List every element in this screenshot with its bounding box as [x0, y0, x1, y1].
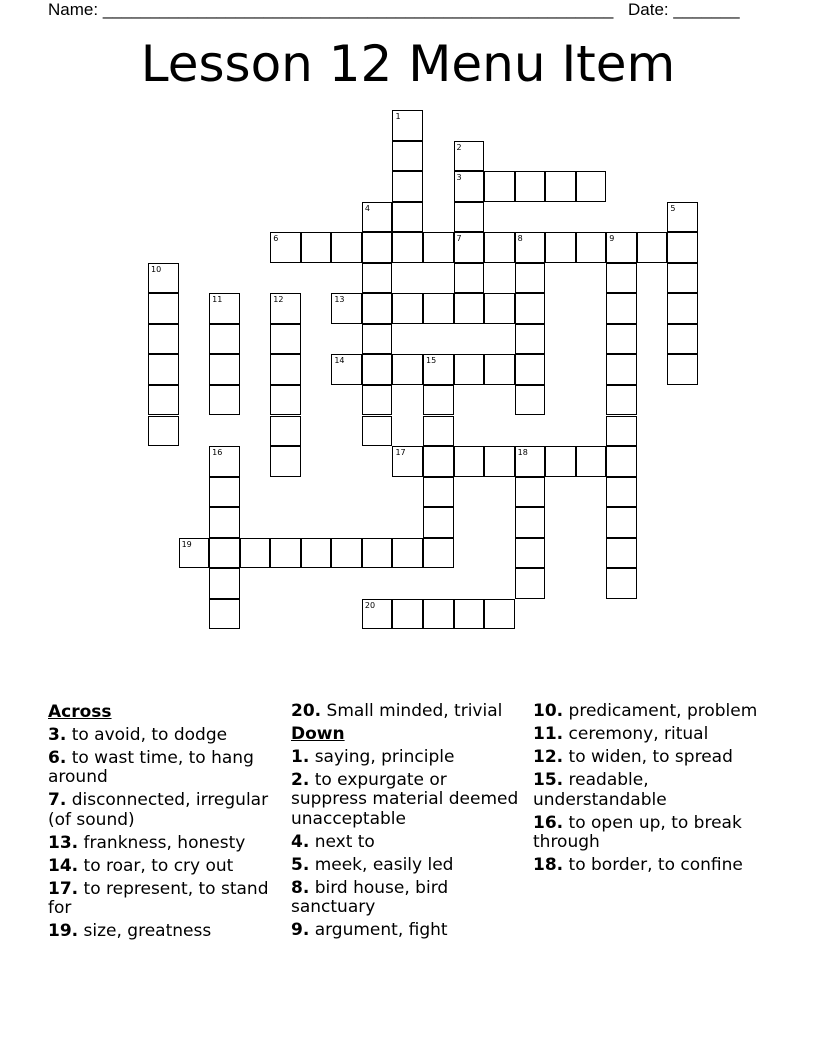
- grid-cell[interactable]: [362, 599, 393, 630]
- name-label: Name:: [48, 0, 99, 19]
- clue-num: 11.: [533, 724, 564, 744]
- clue-number: 12: [273, 295, 284, 305]
- clue-num: 14.: [48, 855, 79, 876]
- clue-num: 3.: [48, 724, 67, 745]
- grid-cell[interactable]: [209, 507, 240, 538]
- grid-cell[interactable]: [392, 110, 423, 141]
- grid-cell[interactable]: [148, 385, 179, 416]
- clue-item: [48, 749, 284, 788]
- grid-cell[interactable]: [392, 293, 423, 324]
- clue-item: [48, 922, 284, 942]
- clue-item: [291, 702, 527, 722]
- clue-text: to open up, to break through: [533, 812, 742, 852]
- clue-num: 8.: [291, 877, 310, 898]
- clue-item: [533, 725, 769, 745]
- grid-cell[interactable]: [270, 324, 301, 355]
- clue-item: [291, 921, 527, 941]
- clue-num: 18.: [533, 855, 564, 875]
- name-line: ______________________________________________________: [102, 0, 614, 19]
- clue-column-3: [533, 702, 769, 879]
- grid-cell[interactable]: [301, 232, 332, 263]
- grid-cell[interactable]: [606, 354, 637, 385]
- clue-number: 18: [517, 448, 528, 458]
- grid-cell[interactable]: [606, 568, 637, 599]
- grid-cell[interactable]: [515, 354, 546, 385]
- grid-cell[interactable]: [515, 568, 546, 599]
- grid-cell[interactable]: [392, 446, 423, 477]
- clue-number: 15: [426, 356, 437, 366]
- clue-text: to wast time, to hang around: [48, 747, 254, 787]
- grid-cell[interactable]: [606, 538, 637, 569]
- clue-item: [48, 857, 284, 877]
- grid-cell[interactable]: [667, 354, 698, 385]
- page-title: Lesson 12 Menu Item: [140, 35, 676, 93]
- clue-item: [533, 748, 769, 768]
- grid-cell[interactable]: [148, 263, 179, 294]
- clue-item: [48, 791, 284, 830]
- grid-cell[interactable]: [454, 202, 485, 233]
- clue-text: readable, understandable: [533, 770, 667, 810]
- clue-num: 6.: [48, 747, 67, 768]
- grid-cell[interactable]: [454, 171, 485, 202]
- grid-cell[interactable]: [209, 293, 240, 324]
- grid-cell[interactable]: [667, 263, 698, 294]
- grid-cell[interactable]: [362, 416, 393, 447]
- clue-column-2: [291, 702, 527, 944]
- grid-cell[interactable]: [606, 232, 637, 263]
- grid-cell[interactable]: [423, 354, 454, 385]
- grid-cell[interactable]: [423, 507, 454, 538]
- date-label: Date:: [628, 0, 669, 19]
- clue-text: frankness, honesty: [83, 832, 246, 853]
- grid-cell[interactable]: [209, 477, 240, 508]
- clue-number: 14: [334, 356, 345, 366]
- grid-cell[interactable]: [606, 507, 637, 538]
- clue-num: 19.: [48, 921, 79, 941]
- grid-cell[interactable]: [209, 446, 240, 477]
- grid-cell[interactable]: [209, 568, 240, 599]
- grid-cell[interactable]: [545, 171, 576, 202]
- clue-number: 4: [364, 203, 370, 213]
- grid-cell[interactable]: [454, 293, 485, 324]
- grid-cell[interactable]: [362, 354, 393, 385]
- grid-cell[interactable]: [545, 232, 576, 263]
- clue-text: to expurgate or suppress material deemed unacceptable: [291, 769, 519, 829]
- grid-cell[interactable]: [270, 446, 301, 477]
- grid-cell[interactable]: [606, 477, 637, 508]
- clue-item: [48, 834, 284, 854]
- grid-cell[interactable]: [270, 232, 301, 263]
- grid-cell[interactable]: [606, 416, 637, 447]
- grid-cell[interactable]: [148, 293, 179, 324]
- clue-num: 1.: [291, 746, 310, 767]
- grid-cell[interactable]: [392, 202, 423, 233]
- clue-num: 9.: [291, 920, 310, 940]
- grid-cell[interactable]: [606, 446, 637, 477]
- grid-cell[interactable]: [515, 507, 546, 538]
- grid-cell[interactable]: [423, 538, 454, 569]
- clue-num: 13.: [48, 832, 79, 853]
- grid-cell[interactable]: [667, 324, 698, 355]
- grid-cell[interactable]: [484, 293, 515, 324]
- clue-number: 3: [456, 173, 462, 183]
- grid-cell[interactable]: [515, 293, 546, 324]
- grid-cell[interactable]: [515, 477, 546, 508]
- grid-cell[interactable]: [392, 599, 423, 630]
- grid-cell[interactable]: [484, 171, 515, 202]
- clue-item: [291, 748, 527, 768]
- grid-cell[interactable]: [423, 477, 454, 508]
- clue-number: 17: [395, 448, 406, 458]
- grid-cell[interactable]: [667, 293, 698, 324]
- grid-cell[interactable]: [209, 354, 240, 385]
- grid-cell[interactable]: [362, 263, 393, 294]
- grid-cell[interactable]: [392, 171, 423, 202]
- grid-cell[interactable]: [637, 232, 668, 263]
- clue-number: 7: [456, 234, 462, 244]
- clue-text: to avoid, to dodge: [71, 724, 228, 745]
- grid-cell[interactable]: [423, 416, 454, 447]
- clue-text: Small minded, trivial: [326, 701, 503, 721]
- grid-cell[interactable]: [270, 293, 301, 324]
- grid-cell[interactable]: [270, 538, 301, 569]
- grid-cell[interactable]: [484, 446, 515, 477]
- grid-cell[interactable]: [331, 538, 362, 569]
- clue-column-1: [48, 702, 284, 945]
- grid-cell[interactable]: [362, 324, 393, 355]
- grid-cell[interactable]: [454, 599, 485, 630]
- grid-cell[interactable]: [240, 538, 271, 569]
- grid-cell[interactable]: [362, 202, 393, 233]
- date-line: _______: [673, 0, 740, 19]
- clue-num: 4.: [291, 831, 310, 852]
- clue-number: 19: [181, 539, 192, 549]
- grid-cell[interactable]: [515, 446, 546, 477]
- grid-cell[interactable]: [179, 538, 210, 569]
- clue-number: 9: [609, 234, 615, 244]
- grid-cell[interactable]: [331, 354, 362, 385]
- clue-num: 20.: [291, 701, 322, 721]
- clue-num: 7.: [48, 790, 67, 810]
- clue-item: [533, 814, 769, 853]
- clue-number: 5: [670, 203, 676, 213]
- clue-num: 16.: [533, 812, 564, 833]
- grid-cell[interactable]: [270, 416, 301, 447]
- clue-text: next to: [314, 831, 375, 852]
- clue-text: to represent, to stand for: [48, 878, 269, 918]
- clue-item: [291, 879, 527, 918]
- grid-cell[interactable]: [515, 538, 546, 569]
- grid-cell[interactable]: [484, 599, 515, 630]
- grid-cell[interactable]: [423, 232, 454, 263]
- grid-cell[interactable]: [545, 446, 576, 477]
- grid-cell[interactable]: [423, 293, 454, 324]
- clue-num: 2.: [291, 769, 310, 790]
- grid-cell[interactable]: [454, 446, 485, 477]
- grid-cell[interactable]: [392, 141, 423, 172]
- grid-cell[interactable]: [454, 354, 485, 385]
- grid-cell[interactable]: [423, 385, 454, 416]
- clue-text: size, greatness: [83, 921, 212, 941]
- grid-cell[interactable]: [576, 232, 607, 263]
- clue-num: 10.: [533, 701, 564, 721]
- clue-text: argument, fight: [314, 920, 448, 940]
- clue-item: [48, 880, 284, 919]
- clue-number: 6: [273, 234, 279, 244]
- grid-cell[interactable]: [392, 354, 423, 385]
- grid-cell[interactable]: [454, 141, 485, 172]
- grid-cell[interactable]: [515, 324, 546, 355]
- clue-num: 17.: [48, 878, 79, 899]
- clue-text: predicament, problem: [568, 701, 758, 721]
- grid-cell[interactable]: [362, 385, 393, 416]
- grid-cell[interactable]: [576, 171, 607, 202]
- clue-item: [533, 771, 769, 810]
- grid-cell[interactable]: [423, 599, 454, 630]
- clue-text: disconnected, irregular (of sound): [48, 790, 269, 830]
- grid-cell[interactable]: [606, 385, 637, 416]
- grid-cell[interactable]: [331, 232, 362, 263]
- grid-cell[interactable]: [392, 538, 423, 569]
- grid-cell[interactable]: [362, 538, 393, 569]
- grid-cell[interactable]: [270, 354, 301, 385]
- grid-cell[interactable]: [515, 171, 546, 202]
- clue-number: 10: [151, 264, 162, 274]
- grid-cell[interactable]: [392, 232, 423, 263]
- grid-cell[interactable]: [270, 385, 301, 416]
- clue-item: [533, 702, 769, 722]
- clue-text: to roar, to cry out: [83, 855, 234, 876]
- clue-item: [291, 771, 527, 830]
- clue-text: to widen, to spread: [568, 747, 733, 767]
- clue-number: 16: [212, 448, 223, 458]
- clue-number: 13: [334, 295, 345, 305]
- grid-cell[interactable]: [606, 324, 637, 355]
- grid-cell[interactable]: [515, 385, 546, 416]
- grid-cell[interactable]: [423, 446, 454, 477]
- grid-cell[interactable]: [667, 232, 698, 263]
- clue-num: 15.: [533, 770, 564, 790]
- clue-item: [48, 726, 284, 746]
- grid-cell[interactable]: [209, 538, 240, 569]
- grid-cell[interactable]: [362, 232, 393, 263]
- clue-text: bird house, bird sanctuary: [291, 877, 449, 917]
- grid-cell[interactable]: [484, 354, 515, 385]
- grid-cell[interactable]: [576, 446, 607, 477]
- grid-cell[interactable]: [148, 324, 179, 355]
- grid-cell[interactable]: [209, 599, 240, 630]
- grid-cell[interactable]: [301, 538, 332, 569]
- grid-cell[interactable]: [454, 232, 485, 263]
- clue-number: 1: [395, 112, 401, 121]
- clue-heading: Across: [48, 702, 112, 722]
- grid-cell[interactable]: [606, 293, 637, 324]
- grid-cell[interactable]: [209, 385, 240, 416]
- clue-text: ceremony, ritual: [568, 724, 709, 744]
- grid-cell[interactable]: [331, 293, 362, 324]
- grid-cell[interactable]: [148, 354, 179, 385]
- clue-item: [291, 856, 527, 876]
- grid-cell[interactable]: [606, 263, 637, 294]
- clue-number: 20: [364, 600, 376, 610]
- grid-cell[interactable]: [515, 263, 546, 294]
- clue-heading: Down: [291, 724, 345, 744]
- clue-item: [291, 833, 527, 853]
- grid-cell[interactable]: [148, 416, 179, 447]
- grid-cell[interactable]: [515, 232, 546, 263]
- grid-cell[interactable]: [667, 202, 698, 233]
- clue-num: 5.: [291, 854, 310, 875]
- grid-cell[interactable]: [362, 293, 393, 324]
- clue-text: meek, easily led: [314, 854, 454, 875]
- grid-cell[interactable]: [484, 232, 515, 263]
- clue-item: [533, 856, 769, 876]
- clue-number: 2: [456, 142, 462, 152]
- clue-number: 8: [517, 234, 523, 244]
- grid-cell[interactable]: [209, 324, 240, 355]
- grid-cell[interactable]: [454, 263, 485, 294]
- clue-number: 11: [212, 295, 223, 305]
- clue-text: to border, to confine: [568, 855, 743, 875]
- clue-text: saying, principle: [314, 746, 455, 767]
- clue-num: 12.: [533, 747, 564, 767]
